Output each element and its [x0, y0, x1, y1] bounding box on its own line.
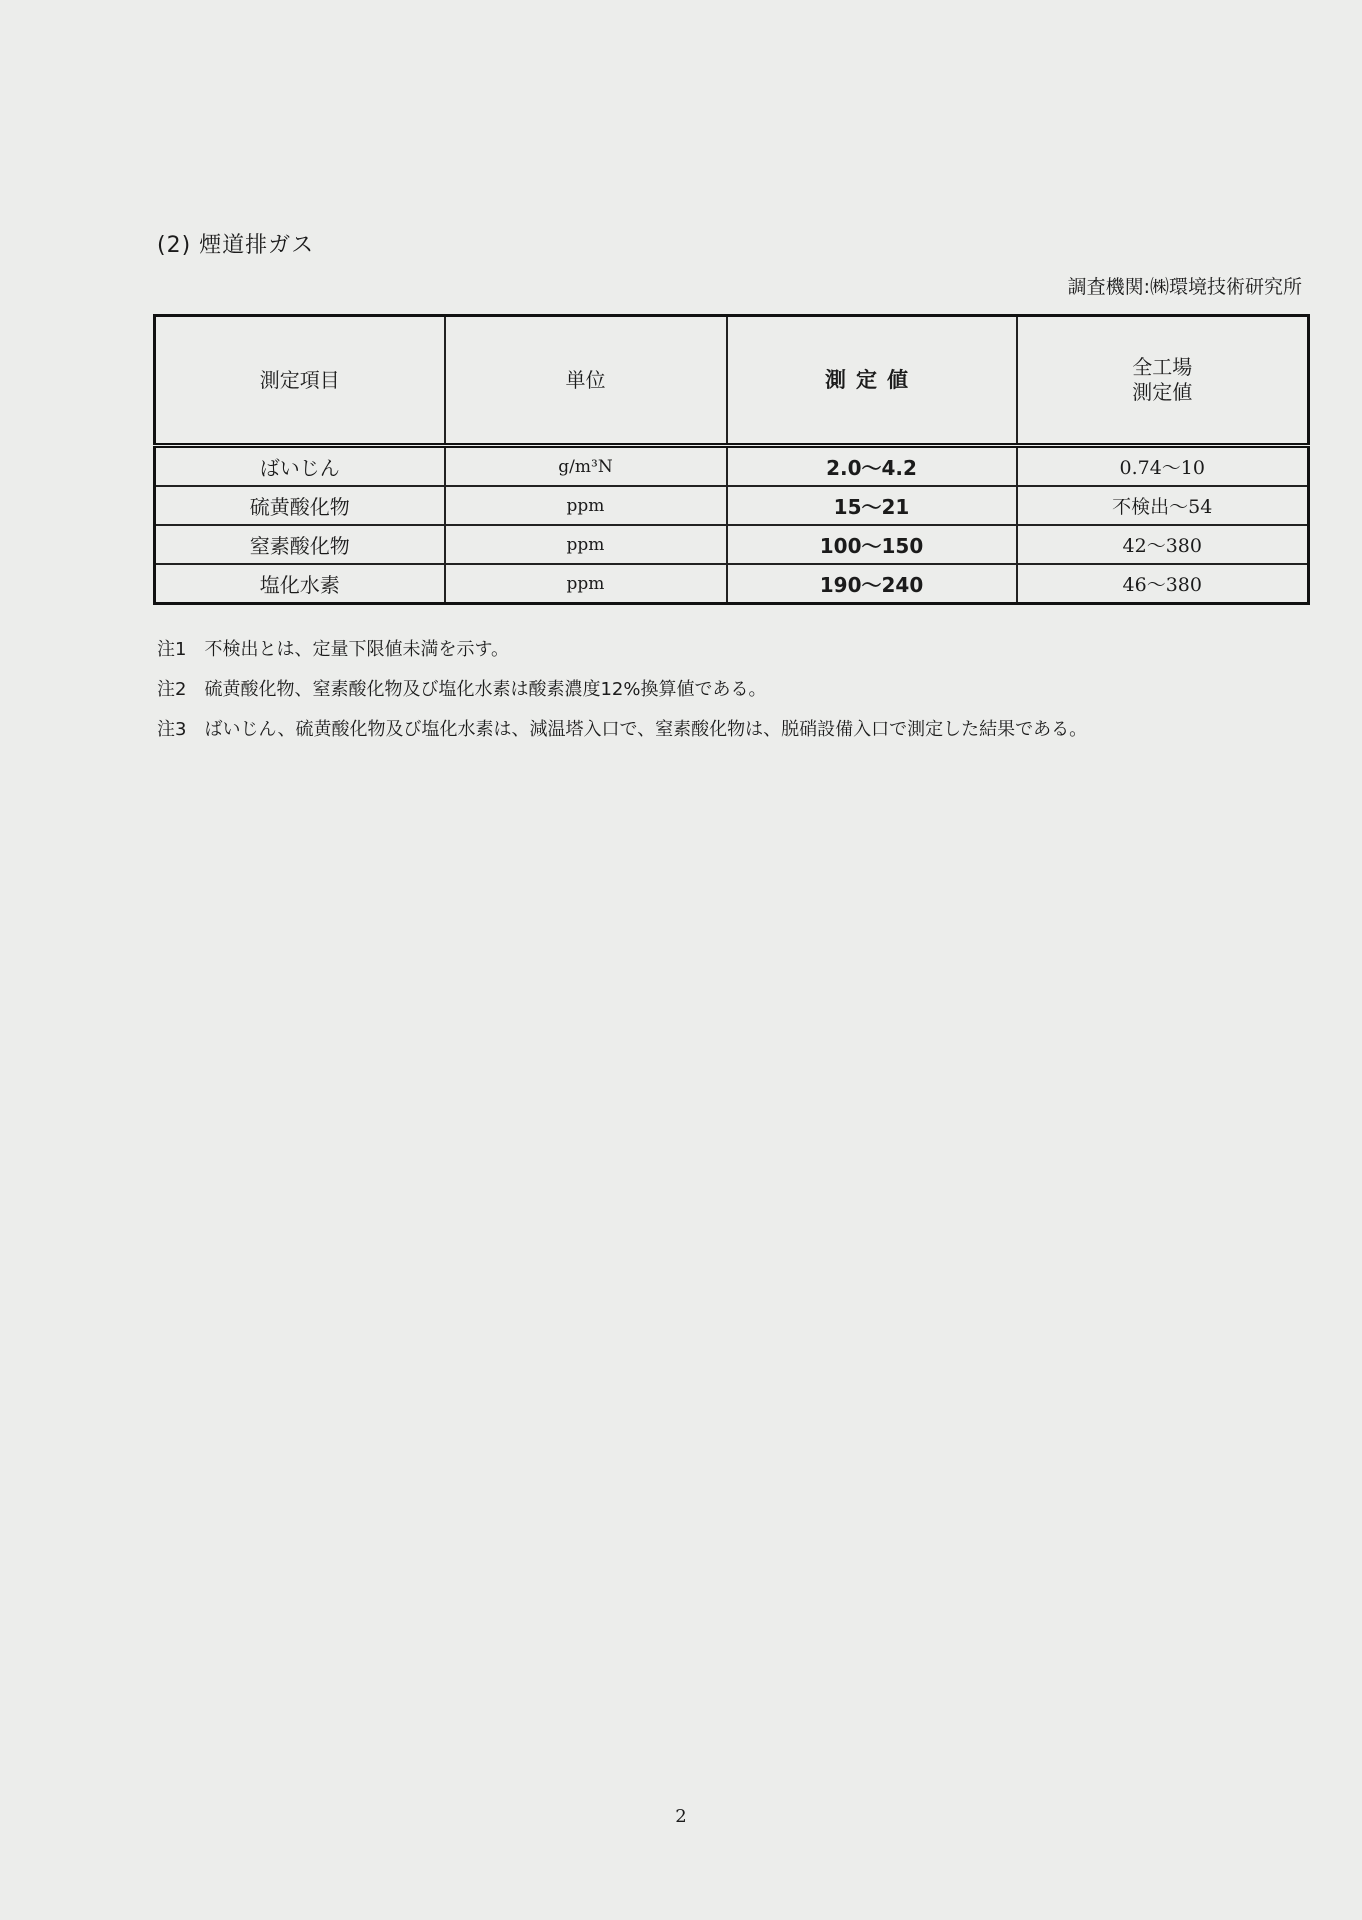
- header-all-plants-line2: 測定値: [1132, 380, 1193, 404]
- row-unit: ppm: [445, 525, 727, 564]
- section-title: (2) 煙道排ガス: [157, 233, 315, 258]
- page-number: 2: [675, 1806, 687, 1827]
- row-all-plants: 46〜380: [1017, 564, 1309, 604]
- row-item: ばいじん: [155, 446, 445, 487]
- row-unit: g/m³N: [445, 446, 727, 487]
- survey-agency: 調査機関:㈱環境技術研究所: [1067, 276, 1302, 298]
- row-value: 190〜240: [727, 564, 1017, 604]
- note-2: 注2 硫黄酸化物、窒素酸化物及び塩化水素は酸素濃度12%換算値である。: [157, 679, 767, 700]
- row-value: 15〜21: [727, 486, 1017, 525]
- measurement-table: [153, 314, 1310, 605]
- row-unit: ppm: [445, 486, 727, 525]
- note-3: 注3 ばいじん、硫黄酸化物及び塩化水素は、減温塔入口で、窒素酸化物は、脱硝設備入口で測定した結果である。: [157, 719, 1088, 740]
- row-all-plants: 0.74〜10: [1017, 446, 1309, 487]
- header-value: 測定値: [727, 316, 1017, 446]
- table-header-row: [155, 316, 1309, 446]
- row-all-plants: 不検出〜54: [1017, 486, 1309, 525]
- table-row: [155, 525, 1309, 564]
- row-value: 100〜150: [727, 525, 1017, 564]
- table-row: [155, 486, 1309, 525]
- header-all-plants: [1017, 316, 1309, 446]
- header-all-plants-line1: 全工場: [1132, 355, 1193, 379]
- header-item: 測定項目: [155, 316, 445, 446]
- table-row: [155, 446, 1309, 487]
- notes: [157, 630, 1307, 750]
- row-all-plants: 42〜380: [1017, 525, 1309, 564]
- row-item: 塩化水素: [155, 564, 445, 604]
- row-unit: ppm: [445, 564, 727, 604]
- row-value: 2.0〜4.2: [727, 446, 1017, 487]
- note-1: 注1 不検出とは、定量下限値未満を示す。: [157, 639, 510, 660]
- row-item: 窒素酸化物: [155, 525, 445, 564]
- table-row: [155, 564, 1309, 604]
- header-unit: 単位: [445, 316, 727, 446]
- row-item: 硫黄酸化物: [155, 486, 445, 525]
